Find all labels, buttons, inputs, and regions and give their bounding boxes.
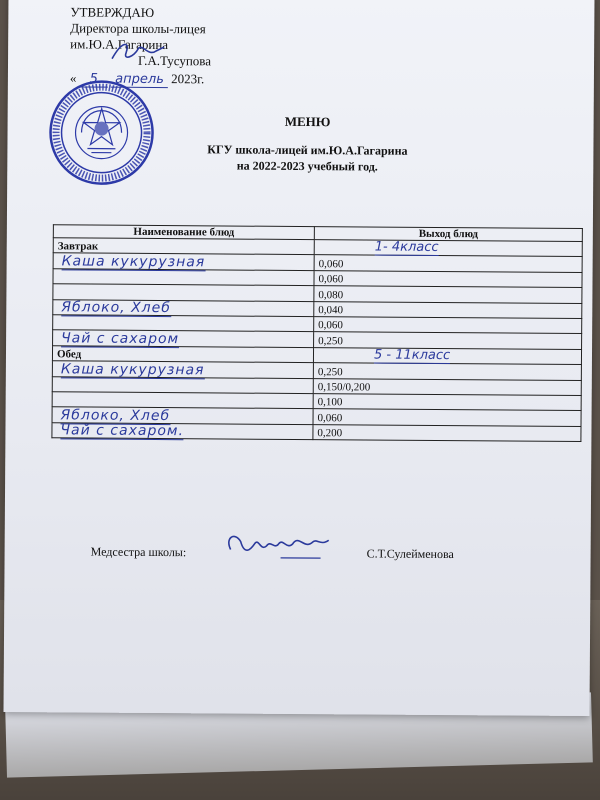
dish-name: Каша кукурузная [61, 253, 206, 271]
header-portion: Выход блюд [314, 227, 582, 242]
dish-cell [52, 422, 313, 439]
section-class-cell [314, 240, 582, 257]
approval-label: УТВЕРЖДАЮ [70, 4, 155, 20]
approval-position-line2: им.Ю.А.Гагарина [70, 36, 169, 53]
portion-cell: 0,250 [314, 332, 582, 349]
portion-cell: 0,200 [313, 424, 581, 441]
nurse-label: Медсестра школы: [90, 544, 187, 560]
school-line2: на 2022-2023 учебный год. [236, 158, 378, 174]
menu-table [51, 224, 582, 442]
dish-name: Каша кукурузная [60, 360, 205, 378]
portion-cell: 0,100 [313, 394, 581, 411]
table-row [52, 422, 581, 441]
portion-cell: 0,080 [314, 286, 582, 303]
document-title: МЕНЮ [284, 113, 331, 130]
dish-name: Яблоко, Хлеб [60, 407, 171, 424]
dish-cell [52, 376, 313, 393]
dish-cell [52, 361, 313, 378]
date-year: 2023г. [171, 71, 205, 87]
section-class-note: 1- 4класс [374, 239, 439, 256]
date-month: апрель [111, 72, 168, 88]
nurse-signature [221, 527, 341, 568]
menu-document [3, 0, 594, 716]
school-line1: КГУ школа-лицей им.Ю.А.Гагарина [207, 142, 408, 158]
portion-cell: 0,040 [314, 301, 582, 318]
school-heading [7, 140, 600, 176]
section-class-note: 5 - 11класс [373, 347, 451, 364]
date-day: 5 [80, 71, 108, 87]
director-signature [108, 39, 168, 65]
portion-cell: 0,060 [314, 317, 582, 334]
approval-name: Г.А.Тусупова [137, 52, 212, 69]
section-name: Обед [52, 346, 313, 363]
portion-cell: 0,060 [314, 255, 582, 272]
portion-cell: 0,060 [313, 409, 581, 426]
nurse-name: С.Т.Сулейменова [366, 546, 454, 562]
approval-position-line1: Директора школы-лицея [70, 20, 206, 37]
portion-cell: 0,060 [314, 270, 582, 287]
portion-cell: 0,150/0,200 [313, 378, 581, 395]
date-quote: « [69, 70, 77, 86]
dish-cell [53, 330, 314, 347]
section-name: Завтрак [53, 238, 314, 255]
header-dish-name: Наименование блюд [53, 225, 314, 240]
dish-cell [53, 253, 314, 270]
menu-table-body [52, 238, 582, 442]
dish-name: Чай с сахаром [61, 330, 180, 347]
section-class-cell [313, 347, 581, 364]
dish-name: Яблоко, Хлеб [61, 299, 171, 317]
dish-cell [53, 269, 314, 286]
dish-name: Чай с сахаром. [60, 422, 184, 440]
dish-cell [53, 299, 314, 316]
portion-cell: 0,250 [313, 363, 581, 380]
